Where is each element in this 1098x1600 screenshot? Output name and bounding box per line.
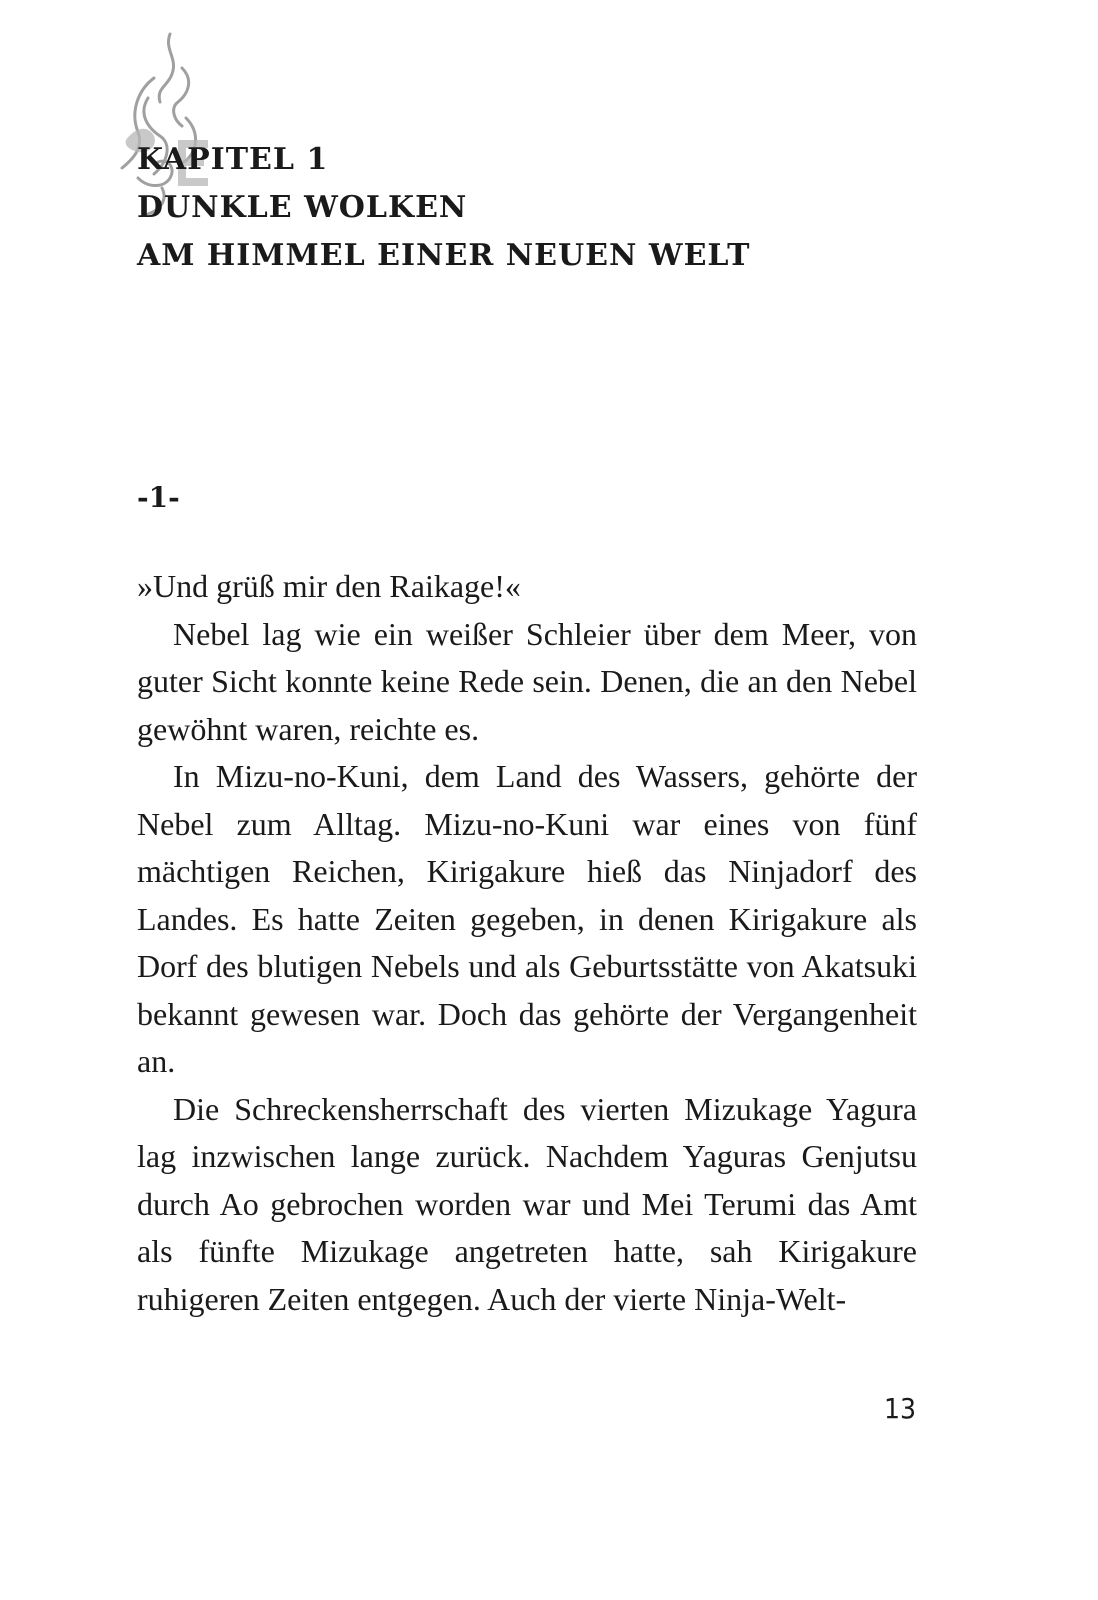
paragraph: »Und grüß mir den Raikage!« — [137, 568, 521, 604]
chapter-heading — [137, 136, 937, 280]
chapter-title-line-2: AM HIMMEL EINER NEUEN WELT — [137, 238, 751, 273]
chapter-number: KAPITEL 1 — [137, 142, 329, 177]
chapter-title-line-1: DUNKLE WOLKEN — [137, 190, 468, 225]
section-number: -1- — [137, 481, 180, 514]
paragraph: Nebel lag wie ein weißer Schleier über dem Meer, von guter Sicht konnte keine Rede sein. Denen, die an den Nebel gewöhnt waren, reichte es. — [137, 615, 917, 747]
paragraph: In Mizu-no-Kuni, dem Land des Wassers, gehörte der Nebel zum Alltag. Mizu-no-Kuni war eines von fünf mächtigen Reichen, Kirigakure hieß das Ninjadorf des Landes. Es hatte Zeiten gegeben, in denen Kirigakure als Dorf des blutigen Nebels und als Geburtsstätte von Akatsuki bekannt gewesen war. Doch das gehörte der Vergangenheit an. — [137, 758, 917, 1079]
body-text — [137, 563, 917, 1323]
page-number: 13 — [883, 1392, 916, 1425]
paragraph: Die Schreckensherrschaft des vierten Mizukage Yagura lag inzwischen lange zurück. Nachdem Yaguras Genjutsu durch Ao gebrochen worden war und Mei Terumi das Amt als fünfte Mizukage angetreten hatte, sah Kirigakure ruhigeren Zeiten entgegen. Auch der vierte Ninja-Welt- — [137, 1090, 917, 1317]
